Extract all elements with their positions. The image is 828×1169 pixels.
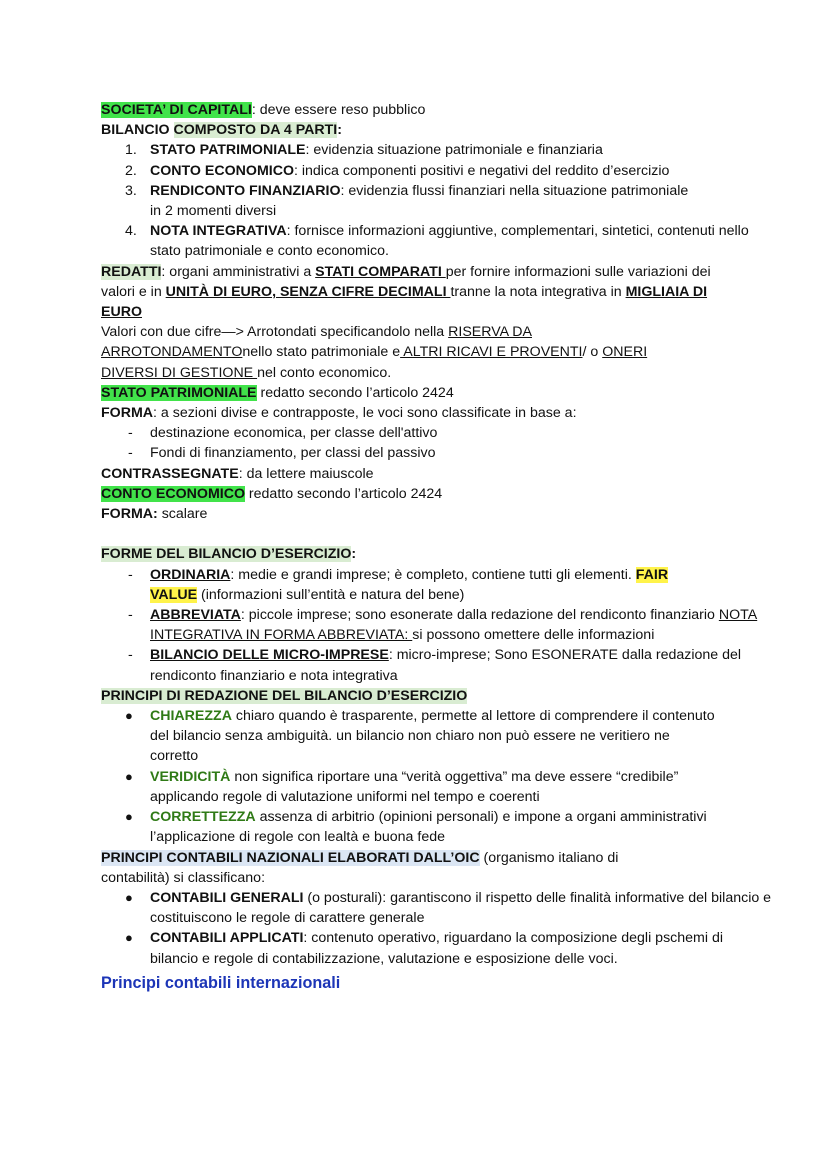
list-item: 3. RENDICONTO FINANZIARIO: evidenzia flussi finanziari nella situazione patrimoniale in 2 momenti diversi bbox=[125, 182, 689, 220]
societa-line: SOCIETA’ DI CAPITALI: deve essere reso pubblico bbox=[101, 102, 426, 118]
conto-economico-line: CONTO ECONOMICO redatto secondo l’articolo 2424 bbox=[101, 485, 443, 502]
list-item: - ORDINARIA: medie e grandi imprese; è completo, contiene tutti gli elementi. FAIR VALUE (informazioni sull’entità e natura del bene) bbox=[128, 566, 669, 603]
principi-heading-line: PRINCIPI DI REDAZIONE DEL BILANCIO D’ESERCIZIO bbox=[101, 687, 468, 704]
societa-heading: SOCIETA’ DI CAPITALI bbox=[101, 102, 252, 118]
stato-patrimoniale-line: STATO PATRIMONIALE redatto secondo l’articolo 2424 bbox=[101, 384, 454, 401]
list-item: ● CHIAREZZA chiaro quando è trasparente, permette al lettore di comprendere il contenuto del bilancio senza ambiguità. un bilancio non chiaro non può essere ne veritiero ne corretto bbox=[125, 708, 715, 765]
valori-paragraph: Valori con due cifre—> Arrotondati specificandolo nella RISERVA DA ARROTONDAMENTOnello stato patrimoniale e ALTRI RICAVI E PROVENTI/ o ONERI DIVERSI DI GESTIONE nel conto economico. bbox=[101, 324, 648, 381]
list-item: - BILANCIO DELLE MICRO-IMPRESE: micro-imprese; Sono ESONERATE dalla redazione del rendiconto finanziario e nota integrativa bbox=[128, 647, 742, 684]
blank-line bbox=[101, 524, 741, 544]
bilancio-line: BILANCIO COMPOSTO DA 4 PARTI: bbox=[101, 122, 342, 139]
redatti-paragraph: REDATTI: organi amministrativi a STATI COMPARATI per fornire informazioni sulle variazioni dei valori e in UNITÀ DI EURO, SENZA CIFRE DECIMALI tranne la nota integrativa in MIGLIAIA DI EURO bbox=[101, 263, 711, 321]
list-item: 4. NOTA INTEGRATIVA: fornisce informazioni aggiuntive, complementari, sintetici, contenuti nello stato patrimoniale e conto economico. bbox=[125, 223, 749, 260]
list-item: - Fondi di finanziamento, per classi del passivo bbox=[128, 445, 436, 462]
forma-scalare-line: FORMA: scalare bbox=[101, 506, 208, 523]
composto-highlight: COMPOSTO DA 4 PARTI bbox=[173, 122, 338, 139]
list-item: - ABBREVIATA: piccole imprese; sono esonerate dalla redazione del rendiconto finanziario NOTA INTEGRATIVA IN FORMA ABBREVIATA: si possono omettere delle informazioni bbox=[128, 607, 758, 644]
list-item: ● CONTABILI APPLICATI: contenuto operativo, riguardano la composizione degli pschemi di bilancio e regole di contabilizzazione, valutazione e esposizione delle voci. bbox=[125, 930, 723, 967]
list-item: - destinazione economica, per classe dell'attivo bbox=[128, 425, 438, 442]
oic-paragraph: PRINCIPI CONTABILI NAZIONALI ELABORATI DALL’OIC (organismo italiano di contabilità) si classificano: bbox=[101, 849, 619, 886]
forma-line: FORMA: a sezioni divise e contrapposte, le voci sono classificate in base a: bbox=[101, 405, 577, 422]
contrassegnate-line: CONTRASSEGNATE: da lettere maiuscole bbox=[101, 465, 374, 482]
list-item: ● VERIDICITÀ non significa riportare una “verità oggettiva” ma deve essere “credibile” applicando regole di valutazione uniformi nel tempo e coerenti bbox=[125, 768, 679, 805]
list-item: 1. STATO PATRIMONIALE: evidenzia situazione patrimoniale e finanziaria bbox=[125, 142, 603, 159]
list-item: 2. CONTO ECONOMICO: indica componenti positivi e negativi del reddito d’esercizio bbox=[125, 162, 670, 179]
list-item: ● CORRETTEZZA assenza di arbitrio (opinioni personali) e impone a organi amministrativi l’applicazione di regole con lealtà e buona fede bbox=[125, 809, 707, 846]
forme-heading-line: FORME DEL BILANCIO D’ESERCIZIO: bbox=[101, 546, 357, 563]
list-item: ● CONTABILI GENERALI (o posturali): garantiscono il rispetto delle finalità informative del bilancio e costituiscono le regole di carattere generale bbox=[125, 889, 772, 927]
section-heading: Principi contabili internazionali bbox=[101, 973, 341, 992]
parts-list bbox=[101, 140, 749, 261]
document-body bbox=[101, 100, 772, 995]
